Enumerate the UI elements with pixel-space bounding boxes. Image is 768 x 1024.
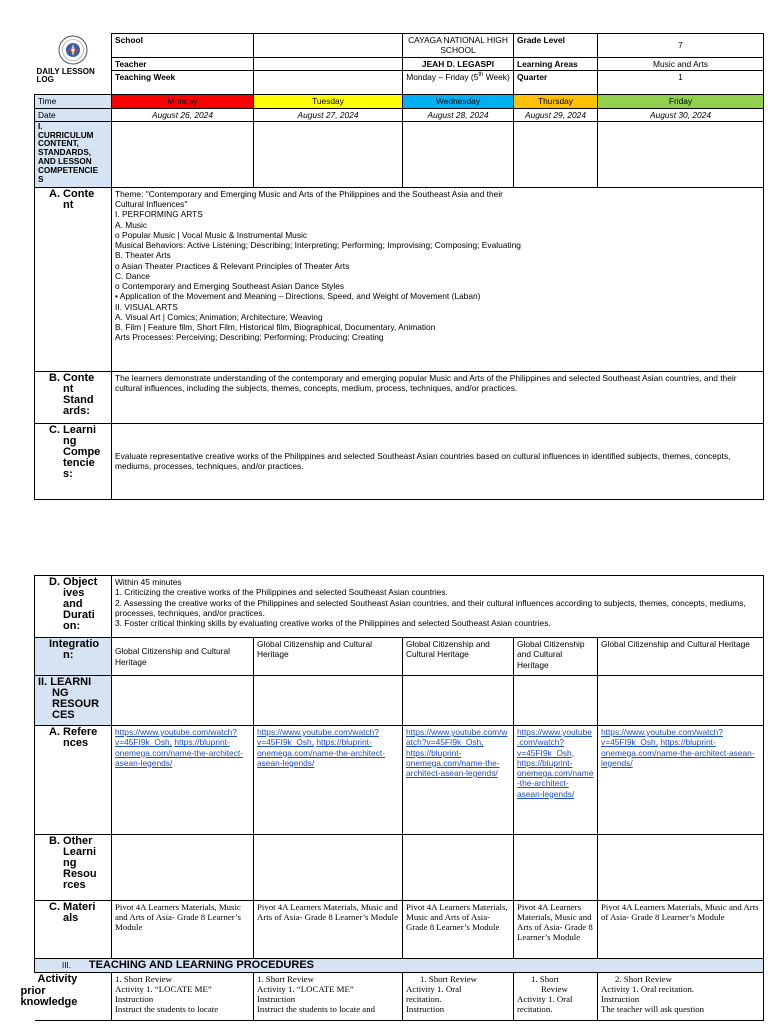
section-procedures-heading: III. TEACHING AND LEARNING PROCEDURES	[35, 959, 764, 973]
grade-level-label: Grade Level	[514, 34, 598, 58]
content-text: Theme: "Contemporary and Emerging Music and Arts of the Philippines and the Southeast Asia and their Cultural Influences" I. PERFORMING ARTS A. Music o Popular Music | Vocal Music & Instrumental Music Musical Behaviors: Active Listening; Describing; Interpreting; Performing; Improvising; Composing; Evaluating B. Theater Arts o Asian Theater Practices & Relevant Principles of Theater Arts C. Dance o Contemporary and Emerging Southeast Asian Dance Styles • Application of the Movement and Meaning – Directions, Speed, and Weight of Movement (Laban) II. VISUAL ARTS A. Visual Art | Comics; Animation; Architecture; Weaving B. Film | Feature film, Short Film, Historical film, Biographical, Documentary, Animation Arts Processes: Perceiving; Describing; Performing; Producing; Creating	[112, 187, 764, 371]
teacher-label: Teacher	[112, 58, 254, 71]
activity-label: Activity prior knowledge	[35, 973, 112, 1021]
date-wednesday: August 28, 2024	[403, 108, 514, 121]
bluprint-link[interactable]: https://bluprint-onemega.com/name-the-architect-asean-legends/	[517, 757, 594, 799]
integration-thursday: Global Citizenship and Cultural Heritage	[514, 638, 598, 676]
materials-monday: Pivot 4A Learners Materials, Music and Arts of Asia- Grade 8 Learner’s Module	[112, 901, 254, 959]
youtube-link[interactable]: https://www.youtube.com/watch?v=45FI9k_Osh,	[257, 727, 379, 748]
lesson-log-bottom-table	[20, 575, 764, 1021]
school-value: CAYAGA NATIONAL HIGH SCHOOL	[403, 34, 514, 58]
lesson-log-top-table	[34, 33, 764, 500]
activity-wednesday: 1. Short Review Activity 1. Oral recitation. Instruction	[403, 973, 514, 1021]
learning-areas-label: Learning Areas	[514, 58, 598, 71]
references-tuesday	[254, 726, 403, 835]
section-curriculum-heading: I. CURRICULUM CONTENT, STANDARDS, AND LESSON COMPETENCIE S	[35, 121, 112, 187]
youtube-link[interactable]: https://www.youtube.com/watch?v=45FI9k_Osh,	[115, 727, 237, 748]
quarter-label: Quarter	[514, 71, 598, 95]
activity-thursday: 1. Short Review Activity 1. Oral recitation.	[514, 973, 598, 1021]
bluprint-link[interactable]: https://bluprint-onemega.com/name-the-architect-asean-legends/	[406, 747, 500, 778]
references-wednesday	[403, 726, 514, 835]
teaching-week-label: Teaching Week	[112, 71, 254, 95]
bluprint-link[interactable]: https://bluprint-onemega.com/name-the-architect-asean-legends/	[601, 737, 755, 768]
date-monday: August 26, 2024	[112, 108, 254, 121]
integration-tuesday: Global Citizenship and Cultural Heritage	[254, 638, 403, 676]
references-monday	[112, 726, 254, 835]
day-thursday: Thursday	[514, 95, 598, 108]
grade-level-value: 7	[598, 34, 764, 58]
date-thursday: August 29, 2024	[514, 108, 598, 121]
competencies-text: Evaluate representative creative works of the Philippines and selected Southeast Asian countries based on cultural influences in identified subjects, themes, concepts, mediums, processes, techniques, and/or practices.	[112, 423, 764, 499]
integration-monday: Global Citizenship and Cultural Heritage	[112, 638, 254, 676]
bluprint-link[interactable]: https://bluprint-onemega.com/name-the-architect-asean-legends/	[115, 737, 244, 768]
date-friday: August 30, 2024	[598, 108, 764, 121]
date-tuesday: August 27, 2024	[254, 108, 403, 121]
date-label: Date	[35, 108, 112, 121]
content-label: A. Conte nt	[35, 187, 112, 371]
content-standards-label: B. Conte nt Stand ards:	[35, 371, 112, 423]
day-monday: Monday	[112, 95, 254, 108]
integration-label: Integratio n:	[35, 638, 112, 676]
materials-friday: Pivot 4A Learners Materials, Music and Arts of Asia- Grade 8 Learner’s Module	[598, 901, 764, 959]
materials-label: C. Materi als	[35, 901, 112, 959]
references-friday	[598, 726, 764, 835]
teaching-week-value: Monday – Friday (5th Week)	[403, 71, 514, 95]
other-resources-label: B. Other Learni ng Resou rces	[35, 835, 112, 901]
objectives-text: Within 45 minutes 1. Criticizing the creative works of the Philippines and selected Southeast Asian countries. 2. Assessing the creative works of the Philippines and selected Southeast Asian countries, and their cultural influences according to subjects, themes, concepts, mediums, processes, techniques, and/or practices. 3. Foster critical thinking skills by evaluating creative works of the Philippines and selected Southeast Asian countries.	[112, 576, 764, 638]
learning-areas-value: Music and Arts	[598, 58, 764, 71]
header-logo-cell	[35, 34, 112, 95]
materials-wednesday: Pivot 4A Learners Materials, Music and Arts of Asia- Grade 8 Learner’s Module	[403, 901, 514, 959]
objectives-label: D. Object ives and Durati on:	[35, 576, 112, 638]
section-learning-resources-heading: II. LEARNI NG RESOUR CES	[35, 676, 112, 726]
deped-seal-icon	[37, 34, 110, 66]
youtube-link[interactable]: https://www.youtube.com/watch?v=45FI9k_Osh,	[517, 727, 592, 758]
youtube-link[interactable]: https://www.youtube.com/watch?v=45FI9k_Osh,	[406, 727, 508, 748]
activity-monday: 1. Short Review Activity 1. “LOCATE ME” Instruction Instruct the students to locate	[112, 973, 254, 1021]
competencies-label: C. Learni ng Compe tencie s:	[35, 423, 112, 499]
content-standards-text: The learners demonstrate understanding of the contemporary and emerging popular Music and Arts of the Philippines and selected Southeast Asian countries, and their cultural influences, including the subjects, themes, concepts, medium, process, techniques, and/or practices.	[112, 371, 764, 423]
youtube-link[interactable]: https://www.youtube.com/watch?v=45FI9k_Osh,	[601, 727, 723, 748]
bluprint-link[interactable]: https://bluprint-onemega.com/name-the-architect-asean-legends/	[257, 737, 386, 768]
materials-thursday: Pivot 4A Learners Materials, Music and Arts of Asia- Grade 8 Learner’s Module	[514, 901, 598, 959]
teacher-value: JEAH D. LEGASPI	[403, 58, 514, 71]
materials-tuesday: Pivot 4A Learners Materials, Music and Arts of Asia- Grade 8 Learner’s Module	[254, 901, 403, 959]
integration-wednesday: Global Citizenship and Cultural Heritage	[403, 638, 514, 676]
activity-friday: 2. Short Review Activity 1. Oral recitation. Instruction The teacher will ask question	[598, 973, 764, 1021]
references-label: A. Refere nces	[35, 726, 112, 835]
references-thursday	[514, 726, 598, 835]
activity-tuesday: 1. Short Review Activity 1. “LOCATE ME” Instruction Instruct the students to locate and	[254, 973, 403, 1021]
day-tuesday: Tuesday	[254, 95, 403, 108]
day-wednesday: Wednesday	[403, 95, 514, 108]
time-label: Time	[35, 95, 112, 108]
quarter-value: 1	[598, 71, 764, 95]
doc-title: DAILY LESSON LOG	[36, 66, 95, 85]
school-label: School	[112, 34, 254, 58]
integration-friday: Global Citizenship and Cultural Heritage	[598, 638, 764, 676]
day-friday: Friday	[598, 95, 764, 108]
